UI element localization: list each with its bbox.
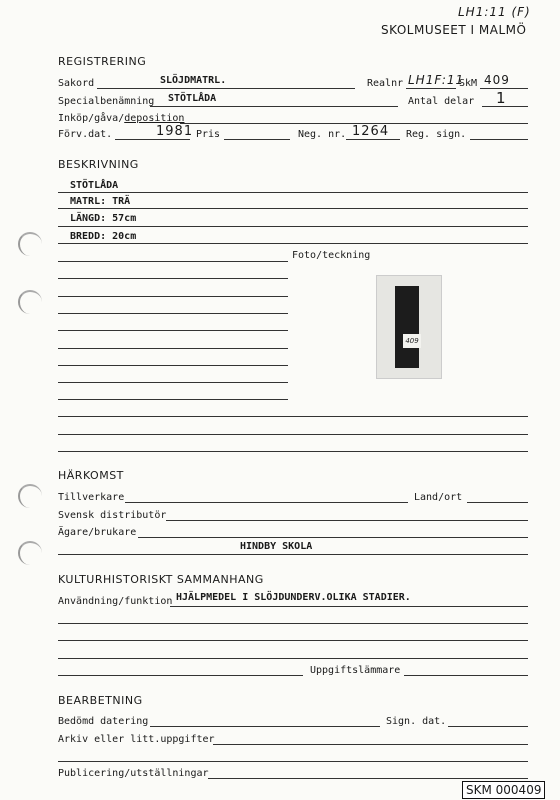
- catalog-id: SKM 000409: [462, 781, 545, 799]
- reg-label: Reg. sign.: [406, 129, 467, 140]
- desc-line: [58, 382, 288, 383]
- desc-line: [58, 192, 528, 193]
- punch-hole: [18, 290, 42, 314]
- desc-line: [58, 226, 528, 227]
- anv-line: [170, 606, 528, 607]
- tillverkare-label: Tillverkare: [58, 492, 125, 503]
- arkiv-label: Arkiv eller litt.uppgifter: [58, 734, 215, 745]
- desc-line: [58, 348, 288, 349]
- arkiv-line-2: [58, 761, 528, 762]
- desc-line: [58, 296, 288, 297]
- desc-line: [58, 261, 288, 262]
- forv-line: [115, 139, 190, 140]
- reg-line: [470, 139, 528, 140]
- punch-hole: [18, 541, 42, 565]
- museum-name: SKOLMUSEET I MALMÖ: [381, 23, 527, 37]
- section-title-harkomst: HÄRKOMST: [58, 469, 124, 482]
- realnr-label: Realnr: [367, 78, 404, 89]
- desc-line: [58, 208, 528, 209]
- punch-hole: [18, 232, 42, 256]
- photo-tag: 409: [403, 334, 421, 348]
- uppgift-label: Uppgiftslämmare: [310, 665, 401, 676]
- desc-line: [58, 365, 288, 366]
- distributor-label: Svensk distributör: [58, 510, 167, 521]
- kultur-line: [58, 640, 528, 641]
- anv-label: Användning/funktion: [58, 596, 173, 607]
- sakord-label: Sakord: [58, 78, 95, 89]
- foto-label: Foto/teckning: [292, 250, 371, 261]
- datering-label: Bedömd datering: [58, 716, 149, 727]
- special-label: Specialbenämning: [58, 96, 155, 107]
- agare-line: [138, 537, 528, 538]
- special-line: [150, 106, 398, 107]
- forv-value: 1981: [156, 124, 194, 139]
- inkop-field: [58, 113, 184, 124]
- agare-label: Ägare/brukare: [58, 527, 137, 538]
- section-title-bearbetning: BEARBETNING: [58, 694, 143, 707]
- desc-line: [58, 313, 288, 314]
- desc-line: [58, 416, 528, 417]
- antal-value: 1: [496, 89, 507, 107]
- desc-line: [58, 399, 288, 400]
- kultur-line: [58, 675, 303, 676]
- publ-line: [208, 778, 528, 779]
- desc-line: [58, 330, 288, 331]
- stotlada-object: [395, 286, 419, 368]
- kultur-line: [58, 623, 528, 624]
- datering-line: [150, 726, 380, 727]
- skm-value: 409: [484, 73, 510, 87]
- desc-line: [58, 243, 528, 244]
- arkiv-line: [213, 744, 528, 745]
- realnr-value: LH1F:11: [408, 73, 465, 87]
- desc-line-3: LÄNGD: 57cm: [70, 213, 137, 224]
- section-title-beskrivning: BESKRIVNING: [58, 158, 139, 171]
- land-label: Land/ort: [414, 492, 463, 503]
- special-value: STÖTLÅDA: [168, 93, 217, 104]
- desc-line-2: MATRL: TRÄ: [70, 196, 131, 207]
- sakord-value: SLÖJDMATRL.: [160, 75, 227, 86]
- desc-line: [58, 451, 528, 452]
- agare-value: HINDBY SKOLA: [240, 541, 313, 552]
- realnr-line: [406, 88, 456, 89]
- inkop-label: Inköp/gåva/: [58, 113, 125, 124]
- desc-line-4: BREDD: 20cm: [70, 231, 137, 242]
- desc-line-1: STÖTLÅDA: [70, 180, 119, 191]
- sign-label: Sign. dat.: [386, 716, 447, 727]
- desc-line: [58, 278, 288, 279]
- tillverkare-line: [125, 502, 408, 503]
- pris-line: [224, 139, 290, 140]
- neg-line: [346, 139, 400, 140]
- top-code: LH1:11 (F): [458, 5, 531, 19]
- anv-value: HJÄLPMEDEL I SLÖJDUNDERV.OLIKA STADIER.: [176, 592, 411, 603]
- pris-label: Pris: [196, 129, 221, 140]
- distributor-line: [166, 520, 528, 521]
- punch-hole: [18, 484, 42, 508]
- sign-line: [448, 726, 528, 727]
- neg-label: Neg. nr.: [298, 129, 347, 140]
- publ-label: Publicering/utställningar: [58, 768, 209, 779]
- uppgift-line: [404, 675, 528, 676]
- section-title-registrering: REGISTRERING: [58, 55, 147, 68]
- object-photo: [376, 275, 442, 379]
- land-line: [467, 502, 528, 503]
- desc-line: [58, 434, 528, 435]
- sakord-line: [97, 88, 355, 89]
- neg-value: 1264: [352, 124, 390, 139]
- skm-label: SkM: [459, 78, 478, 89]
- antal-label: Antal delar: [408, 96, 475, 107]
- kultur-line: [58, 658, 528, 659]
- agare-line-2: [58, 554, 528, 555]
- inkop-underlined: deposition: [124, 113, 185, 124]
- forv-label: Förv.dat.: [58, 129, 113, 140]
- section-title-kultur: KULTURHISTORISKT SAMMANHANG: [58, 573, 264, 586]
